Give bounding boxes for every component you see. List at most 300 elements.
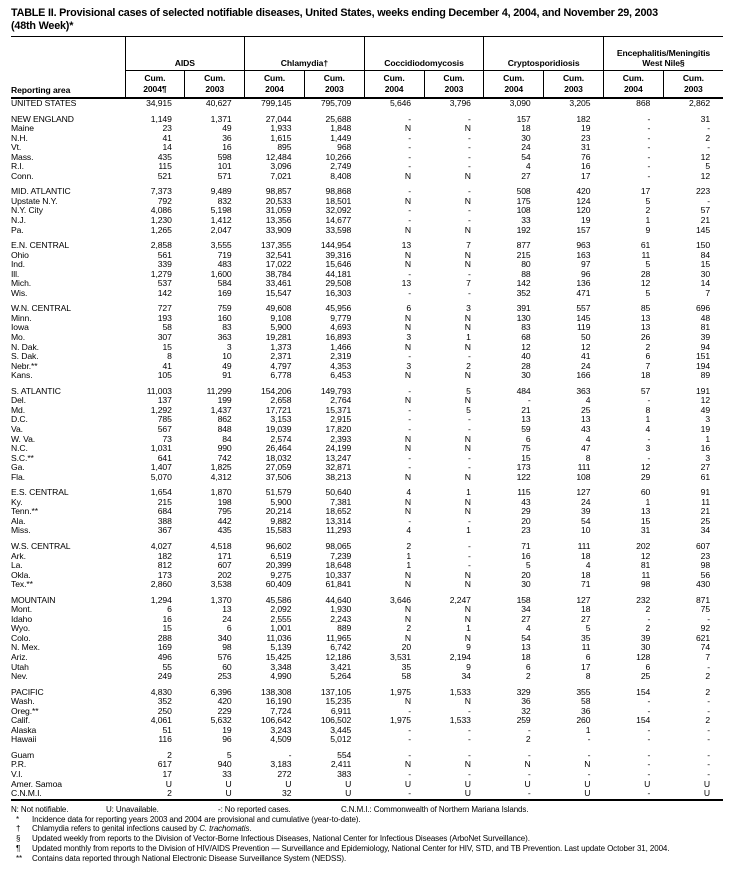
value-cell: 16,893 <box>325 332 352 343</box>
value-cell: 15,371 <box>325 404 352 415</box>
table-row <box>11 143 723 153</box>
table-header <box>11 37 723 99</box>
value-cell: 158 <box>516 594 531 605</box>
area-cell: Pa. <box>11 224 24 235</box>
value-cell: 12 <box>640 550 651 561</box>
value-cell: 727 <box>157 303 172 314</box>
value-cell: 51,579 <box>265 487 292 498</box>
area-cell: Mich. <box>11 278 32 289</box>
value-cell: 2,194 <box>449 651 471 662</box>
footnote-marker: * <box>16 814 20 824</box>
value-cell: 1,930 <box>330 604 352 615</box>
value-cell: 101 <box>217 161 232 172</box>
value-cell: 202 <box>636 540 651 551</box>
table-row <box>11 197 723 207</box>
value-cell: 2 <box>705 132 711 143</box>
value-cell: 15,646 <box>325 259 352 270</box>
table-row <box>11 571 723 581</box>
value-cell: N <box>464 395 471 406</box>
value-cell: 41 <box>162 132 172 143</box>
value-cell: 17,721 <box>265 404 292 415</box>
value-cell: N <box>404 433 411 444</box>
table-body <box>11 98 723 800</box>
value-cell: 6 <box>167 604 172 615</box>
value-cell: - <box>707 749 711 760</box>
value-cell: 16 <box>162 613 172 624</box>
value-cell: 30 <box>521 132 531 143</box>
value-cell: 24 <box>521 142 531 153</box>
value-cell: 98,857 <box>265 186 292 197</box>
value-cell: 33,598 <box>325 224 352 235</box>
value-cell: 2,915 <box>330 414 352 425</box>
area-cell: Wis. <box>11 287 28 298</box>
value-cell: 391 <box>516 303 531 314</box>
area-cell: Guam <box>11 749 35 760</box>
value-cell: 4,086 <box>150 205 172 216</box>
value-cell: 4,027 <box>150 540 172 551</box>
table-row <box>11 444 723 454</box>
value-cell: - <box>408 132 411 143</box>
value-cell: 435 <box>157 151 172 162</box>
value-cell: 16 <box>581 161 591 172</box>
value-cell: 23 <box>162 123 172 134</box>
value-cell: N <box>524 759 531 770</box>
value-cell: - <box>647 170 651 181</box>
value-cell: 154 <box>636 715 651 726</box>
value-cell: 12 <box>640 462 651 473</box>
value-cell: 48 <box>700 312 711 323</box>
value-cell: N <box>404 443 411 454</box>
value-cell: 607 <box>695 540 711 551</box>
value-cell: 15 <box>700 259 711 270</box>
value-cell: 5 <box>466 385 471 396</box>
table-title-line1: TABLE II. Provisional cases of selected notifiable diseases, United States, weeks ending December 4, 2004, and November 29, 2003 <box>11 7 658 19</box>
value-cell: 2 <box>645 341 651 352</box>
value-cell: 383 <box>337 769 352 779</box>
value-cell: 7,381 <box>330 496 352 507</box>
value-cell: - <box>408 215 411 226</box>
value-cell: 7 <box>645 360 651 371</box>
value-cell: 199 <box>217 395 232 406</box>
value-cell: 3,538 <box>210 579 232 590</box>
header-group-row <box>11 37 723 71</box>
region-row <box>11 590 723 606</box>
value-cell: 6 <box>525 433 531 444</box>
value-cell: 182 <box>576 113 591 124</box>
value-cell: 2,411 <box>330 759 352 770</box>
value-cell: 105 <box>157 370 172 381</box>
value-cell: - <box>408 404 411 415</box>
value-cell: U <box>404 778 411 789</box>
value-cell: 15,235 <box>325 696 352 707</box>
value-cell: 23 <box>521 525 531 536</box>
table-row <box>11 415 723 425</box>
value-cell: 18 <box>581 550 591 561</box>
value-cell: 20,214 <box>265 506 292 517</box>
value-cell: 10 <box>222 351 232 362</box>
value-cell: - <box>408 113 411 124</box>
value-cell: 1 <box>466 332 471 343</box>
value-cell: 4 <box>585 560 591 571</box>
value-cell: 4,353 <box>330 360 352 371</box>
value-cell: 13 <box>222 604 232 615</box>
value-cell: N <box>404 341 411 352</box>
value-cell: 106,642 <box>261 715 292 726</box>
area-cell: Va. <box>11 423 23 434</box>
value-cell: - <box>468 734 471 745</box>
value-cell: 15 <box>162 341 172 352</box>
value-cell: 13,247 <box>325 452 352 463</box>
value-cell: 108 <box>576 471 591 482</box>
value-cell: N <box>404 312 411 323</box>
subcolumn-header: Cum. 2003 <box>424 71 484 99</box>
value-cell: 8 <box>585 671 591 682</box>
value-cell: - <box>468 560 471 571</box>
subcolumn-header: Cum. 2003 <box>544 71 604 99</box>
area-cell: Ariz. <box>11 651 28 662</box>
table-row <box>11 517 723 527</box>
value-cell: 2 <box>406 623 411 634</box>
value-cell: 127 <box>576 487 591 498</box>
value-cell: 61,841 <box>325 579 352 590</box>
value-cell: 12,484 <box>265 151 292 162</box>
area-cell: Ind. <box>11 259 25 270</box>
value-cell: - <box>647 769 651 779</box>
value-cell: - <box>707 661 711 672</box>
value-cell: 571 <box>217 170 232 181</box>
table-row <box>11 435 723 445</box>
value-cell: 32,092 <box>325 205 352 216</box>
footnote <box>11 834 723 844</box>
area-cell: Upstate N.Y. <box>11 195 58 206</box>
value-cell: - <box>408 385 411 396</box>
area-cell: Wash. <box>11 696 35 707</box>
value-cell: - <box>647 613 651 624</box>
table-row <box>11 134 723 144</box>
table-row <box>11 333 723 343</box>
value-cell: 15 <box>521 452 531 463</box>
value-cell: 1 <box>406 550 411 561</box>
value-cell: U <box>584 778 591 789</box>
value-cell: 3,646 <box>389 594 411 605</box>
value-cell: 1,371 <box>210 113 232 124</box>
value-cell: 3 <box>226 341 232 352</box>
table-row <box>11 279 723 289</box>
value-cell: 89 <box>700 370 711 381</box>
value-cell: 119 <box>577 322 591 333</box>
value-cell: 1 <box>406 560 411 571</box>
value-cell: 3 <box>406 332 411 343</box>
value-cell: 24 <box>581 496 591 507</box>
value-cell: 32 <box>521 705 531 716</box>
value-cell: 11 <box>641 569 651 580</box>
table-row <box>11 580 723 590</box>
value-cell: - <box>468 749 471 760</box>
value-cell: 18 <box>581 569 591 580</box>
value-cell: - <box>527 395 531 406</box>
value-cell: - <box>468 462 471 473</box>
area-cell: Mass. <box>11 151 34 162</box>
value-cell: 33 <box>222 769 232 779</box>
value-cell: 8,408 <box>330 170 352 181</box>
value-cell: 2,092 <box>270 604 292 615</box>
value-cell: 11,299 <box>206 385 232 396</box>
subcolumn-header: Cum. 2004¶ <box>125 71 185 99</box>
area-cell: Colo. <box>11 632 31 643</box>
value-cell: - <box>468 769 471 779</box>
value-cell: 80 <box>521 259 531 270</box>
value-cell: - <box>468 414 471 425</box>
value-cell: 116 <box>158 734 172 745</box>
value-cell: 3 <box>645 443 651 454</box>
value-cell: 40 <box>521 351 531 362</box>
value-cell: - <box>647 749 651 760</box>
value-cell: 862 <box>217 414 232 425</box>
value-cell: 61 <box>700 471 711 482</box>
value-cell: 6,911 <box>330 705 352 716</box>
value-cell: 2,764 <box>330 395 352 406</box>
value-cell: 5,139 <box>270 642 292 653</box>
value-cell: 21 <box>521 404 531 415</box>
value-cell: - <box>408 414 411 425</box>
value-cell: 1,654 <box>150 487 172 498</box>
value-cell: 43 <box>521 496 531 507</box>
value-cell: 7 <box>466 278 471 289</box>
value-cell: 7 <box>705 287 711 298</box>
value-cell: 1,466 <box>330 341 352 352</box>
value-cell: - <box>408 142 411 153</box>
value-cell: 4 <box>525 161 531 172</box>
area-cell: Amer. Samoa <box>11 778 62 789</box>
value-cell: 38,213 <box>325 471 352 482</box>
value-cell: - <box>468 113 471 124</box>
value-cell: - <box>707 195 711 206</box>
value-cell: 11,036 <box>266 632 292 643</box>
area-cell: Utah <box>11 661 29 672</box>
value-cell: 145 <box>576 312 591 323</box>
value-cell: - <box>468 515 471 526</box>
value-cell: 3,243 <box>270 724 292 735</box>
value-cell: 19 <box>222 724 232 735</box>
value-cell: 8 <box>167 351 172 362</box>
value-cell: - <box>408 186 411 197</box>
value-cell: 171 <box>217 550 232 561</box>
area-cell: N. Mex. <box>11 642 40 653</box>
value-cell: 1,533 <box>449 715 471 726</box>
value-cell: 39 <box>581 506 591 517</box>
value-cell: 96 <box>581 268 591 279</box>
value-cell: 16 <box>521 550 531 561</box>
area-cell: Maine <box>11 123 34 134</box>
area-cell: Oreg.** <box>11 705 39 716</box>
value-cell: 6,519 <box>270 550 292 561</box>
value-cell: 7,239 <box>330 550 352 561</box>
footnote-marker: ** <box>16 853 23 863</box>
value-cell: 1,294 <box>150 594 172 605</box>
value-cell: - <box>647 734 651 745</box>
value-cell: 483 <box>217 259 232 270</box>
value-cell: 81 <box>700 322 711 333</box>
value-cell: 4,830 <box>150 686 172 697</box>
value-cell: 29 <box>640 471 651 482</box>
footnote <box>11 824 723 834</box>
value-cell: 151 <box>695 351 711 362</box>
value-cell: 13 <box>640 506 651 517</box>
value-cell: 37,506 <box>265 471 292 482</box>
value-cell: 3 <box>705 414 711 425</box>
value-cell: 15,425 <box>265 651 292 662</box>
value-cell: 1,373 <box>270 341 292 352</box>
value-cell: 288 <box>157 632 172 643</box>
value-cell: 60 <box>640 487 651 498</box>
value-cell: 1,615 <box>270 132 292 143</box>
region-row <box>11 298 723 314</box>
table-row <box>11 789 723 800</box>
value-cell: 169 <box>217 287 232 298</box>
value-cell: 4 <box>406 525 411 536</box>
value-cell: 2,371 <box>270 351 292 362</box>
value-cell: 45,586 <box>265 594 292 605</box>
value-cell: - <box>408 788 411 799</box>
value-cell: 24 <box>222 613 232 624</box>
value-cell: 17 <box>581 661 591 672</box>
value-cell: 17,820 <box>325 423 352 434</box>
table-row <box>11 716 723 726</box>
value-cell: 868 <box>636 98 651 108</box>
value-cell: 2,860 <box>150 579 172 590</box>
value-cell: - <box>647 151 651 162</box>
value-cell: 44,640 <box>325 594 352 605</box>
value-cell: 27 <box>581 613 591 624</box>
value-cell: 4,509 <box>270 734 292 745</box>
table-row <box>11 260 723 270</box>
value-cell: 1,975 <box>389 686 411 697</box>
value-cell: 3,555 <box>210 240 232 251</box>
value-cell: U <box>464 788 471 799</box>
value-cell: - <box>468 351 471 362</box>
value-cell: 51 <box>162 724 172 735</box>
value-cell: 11,003 <box>146 385 172 396</box>
value-cell: N <box>404 395 411 406</box>
area-cell: MOUNTAIN <box>11 594 56 605</box>
value-cell: 24,199 <box>325 443 352 454</box>
value-cell: U <box>524 778 531 789</box>
value-cell: N <box>464 613 471 624</box>
area-cell: Minn. <box>11 312 32 323</box>
area-cell: MID. ATLANTIC <box>11 186 71 197</box>
value-cell: 81 <box>640 560 651 571</box>
value-cell: - <box>647 433 651 444</box>
value-cell: 250 <box>157 705 172 716</box>
area-cell: Ark. <box>11 550 26 561</box>
region-row <box>11 682 723 698</box>
value-cell: 3 <box>705 452 711 463</box>
table-title <box>11 7 723 33</box>
area-cell: Ill. <box>11 268 20 279</box>
value-cell: N <box>404 224 411 235</box>
value-cell: 848 <box>217 423 232 434</box>
value-cell: 10,266 <box>325 151 352 162</box>
value-cell: 198 <box>217 496 232 507</box>
value-cell: - <box>408 151 411 162</box>
value-cell: - <box>468 161 471 172</box>
table-row <box>11 371 723 381</box>
value-cell: 49 <box>222 360 232 371</box>
table-row <box>11 653 723 663</box>
value-cell: 49,608 <box>265 303 292 314</box>
value-cell: 9,108 <box>270 312 292 323</box>
value-cell: 163 <box>576 249 591 260</box>
value-cell: 6,453 <box>330 370 352 381</box>
footnote-text: . <box>249 824 252 834</box>
value-cell: 13 <box>521 414 531 425</box>
value-cell: U <box>464 778 471 789</box>
value-cell: 38,784 <box>265 268 292 279</box>
value-cell: 15 <box>640 515 651 526</box>
value-cell: 484 <box>516 385 531 396</box>
value-cell: 4 <box>406 487 411 498</box>
value-cell: 6,396 <box>210 686 232 697</box>
value-cell: 5,900 <box>270 496 292 507</box>
subcolumn-header: Cum. 2004 <box>603 71 663 99</box>
value-cell: U <box>225 788 232 799</box>
value-cell: 32,871 <box>325 462 352 473</box>
value-cell: 31 <box>700 113 711 124</box>
area-cell: PACIFIC <box>11 686 44 697</box>
value-cell: 25,688 <box>325 113 352 124</box>
value-cell: 13,314 <box>325 515 352 526</box>
value-cell: 4,518 <box>210 540 232 551</box>
table-row <box>11 663 723 673</box>
table-row <box>11 552 723 562</box>
value-cell: 30 <box>640 642 651 653</box>
value-cell: 6 <box>645 351 651 362</box>
value-cell: 24 <box>581 360 591 371</box>
value-cell: - <box>647 759 651 770</box>
value-cell: 154,206 <box>261 385 292 396</box>
value-cell: 4,693 <box>330 322 352 333</box>
value-cell: 33,909 <box>265 224 292 235</box>
value-cell: - <box>707 769 711 779</box>
table-row <box>11 251 723 261</box>
value-cell: - <box>408 161 411 172</box>
table-row <box>11 352 723 362</box>
table-row <box>11 406 723 416</box>
value-cell: 14 <box>700 278 711 289</box>
value-cell: 1,449 <box>330 132 352 143</box>
value-cell: 137,105 <box>320 686 352 697</box>
value-cell: N <box>404 123 411 134</box>
area-cell: N.Y. City <box>11 205 43 216</box>
value-cell: 31,059 <box>265 205 292 216</box>
value-cell: 1 <box>466 525 471 536</box>
value-cell: N <box>464 123 471 134</box>
column-group-header: Encephalitis/Meningitis West Nile§ <box>603 37 723 71</box>
value-cell: 832 <box>217 195 232 206</box>
value-cell: 223 <box>695 186 711 197</box>
value-cell: 1,848 <box>330 123 352 134</box>
value-cell: 3,153 <box>270 414 292 425</box>
value-cell: 12 <box>700 395 711 406</box>
area-cell: Ky. <box>11 496 23 507</box>
value-cell: 23 <box>700 550 711 561</box>
value-cell: 2 <box>525 734 531 745</box>
value-cell: 6,778 <box>270 370 292 381</box>
value-cell: 1,001 <box>270 623 292 634</box>
area-cell: UNITED STATES <box>11 98 77 108</box>
value-cell: 75 <box>700 604 711 615</box>
value-cell: 30 <box>700 268 711 279</box>
